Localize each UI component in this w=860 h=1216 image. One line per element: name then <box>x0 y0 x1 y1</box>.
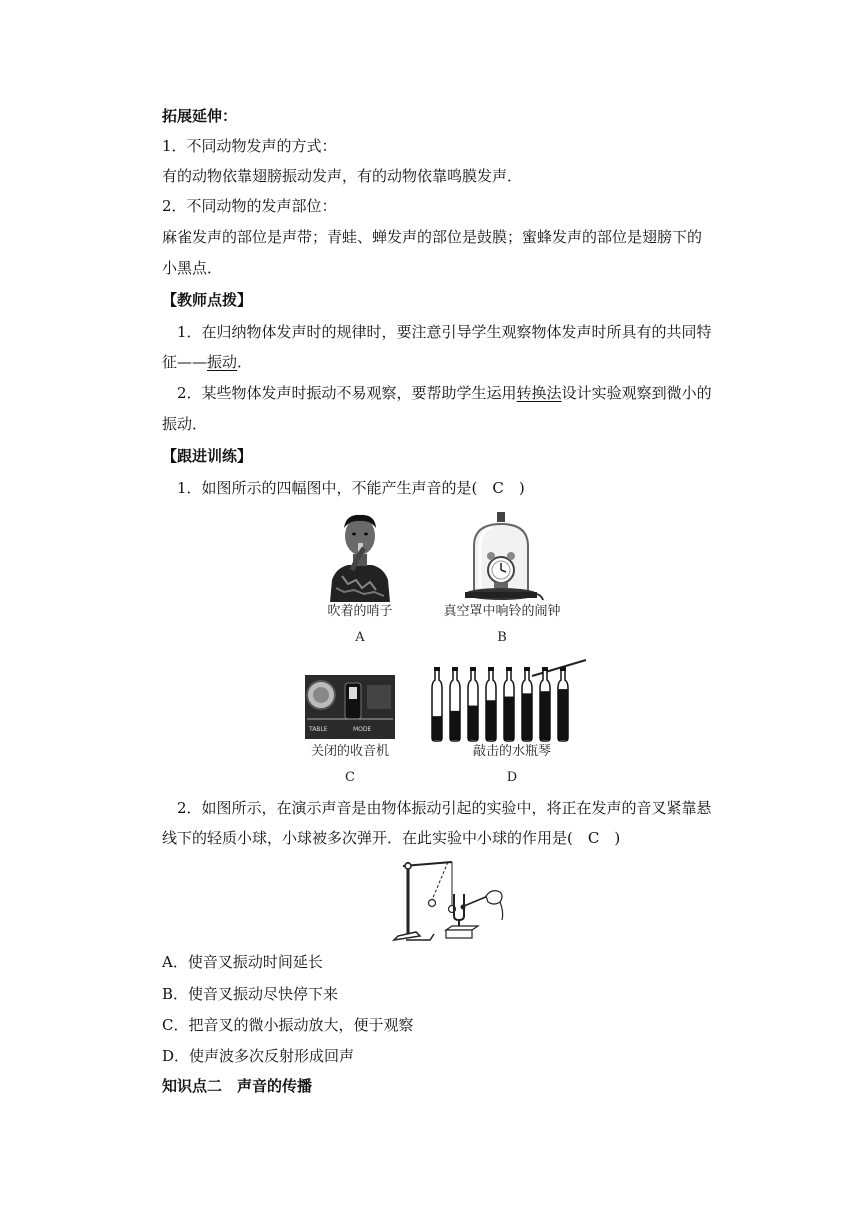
teacher-tip-1-cont <box>162 352 252 372</box>
teacher-tip-2-suffix: 设计实验观察到微小的 <box>561 384 712 402</box>
bottle <box>432 667 442 741</box>
figure-d-bottle-xylophone <box>424 658 590 742</box>
figure-a-caption: 吹着的哨子 <box>327 604 393 619</box>
figure-c-label: C <box>345 770 355 785</box>
extension-point-2-text: 麻雀发声的部位是声带；青蛙、蝉发声的部位是鼓膜；蜜蜂发声的部位是翅膀下的 <box>162 228 703 246</box>
figure-d-label: D <box>506 770 518 785</box>
answer-conversion-method: 转换法 <box>516 384 562 402</box>
teacher-tip-2 <box>177 383 712 403</box>
bottle <box>522 667 532 741</box>
figure-tuning-fork-setup <box>390 856 506 946</box>
radio-panel-label-left: TABLE <box>309 726 328 733</box>
question-2: 2．如图所示，在演示声音是由物体振动引起的实验中，将正在发声的音叉紧靠悬 <box>177 799 712 817</box>
extension-point-1: 1．不同动物发声的方式： <box>162 137 337 155</box>
teacher-tips-heading: 【教师点拨】 <box>162 291 253 309</box>
option-b: B．使音叉振动尽快停下来 <box>162 985 339 1003</box>
teacher-tip-2-cont: 振动． <box>162 415 208 433</box>
extension-point-2: 2．不同动物的发声部位： <box>162 197 337 215</box>
teacher-tip-2-prefix: 2．某些物体发声时振动不易观察，要帮助学生运用 <box>177 384 517 402</box>
bottle <box>540 667 550 741</box>
figure-c-radio <box>305 675 395 739</box>
bottle <box>450 667 460 741</box>
section-heading: 知识点二 声音的传播 <box>162 1077 313 1095</box>
question-2-cont: 线下的轻质小球，小球被多次弹开．在此实验中小球的作用是( C ) <box>162 829 621 847</box>
bottle <box>486 667 496 741</box>
teacher-tip-1-prefix: 征—— <box>162 353 208 371</box>
option-d: D．使声波多次反射形成回声 <box>162 1047 355 1065</box>
figure-b-bell-jar-clock <box>460 512 544 602</box>
radio-panel-label-right: MODE <box>353 726 372 733</box>
option-a: A．使音叉振动时间延长 <box>162 953 323 971</box>
figure-c-caption: 关闭的收音机 <box>310 744 389 759</box>
bottle <box>504 667 514 741</box>
practice-heading: 【跟进训练】 <box>162 447 253 465</box>
figure-a-label: A <box>355 630 365 645</box>
question-1: 1．如图所示的四幅图中，不能产生声音的是( C ) <box>177 479 525 497</box>
bottle <box>558 667 568 741</box>
figure-d-caption: 敲击的水瓶琴 <box>472 744 551 759</box>
extension-heading: 拓展延伸： <box>162 107 238 125</box>
option-c: C．把音叉的微小振动放大，便于观察 <box>162 1016 414 1034</box>
teacher-tip-1: 1．在归纳物体发声时的规律时，要注意引导学生观察物体发声时所具有的共同特 <box>177 323 712 341</box>
figure-b-caption: 真空罩中响铃的闹钟 <box>443 604 561 619</box>
bottle <box>468 667 478 741</box>
figure-b-label: B <box>497 630 507 645</box>
answer-vibration: 振动 <box>207 353 238 371</box>
teacher-tip-1-suffix: ． <box>237 353 253 371</box>
extension-point-2-text-cont: 小黑点． <box>162 259 223 277</box>
extension-point-1-text: 有的动物依靠翅膀振动发声，有的动物依靠鸣膜发声． <box>162 167 523 185</box>
figure-a-boy-whistle <box>322 510 398 602</box>
